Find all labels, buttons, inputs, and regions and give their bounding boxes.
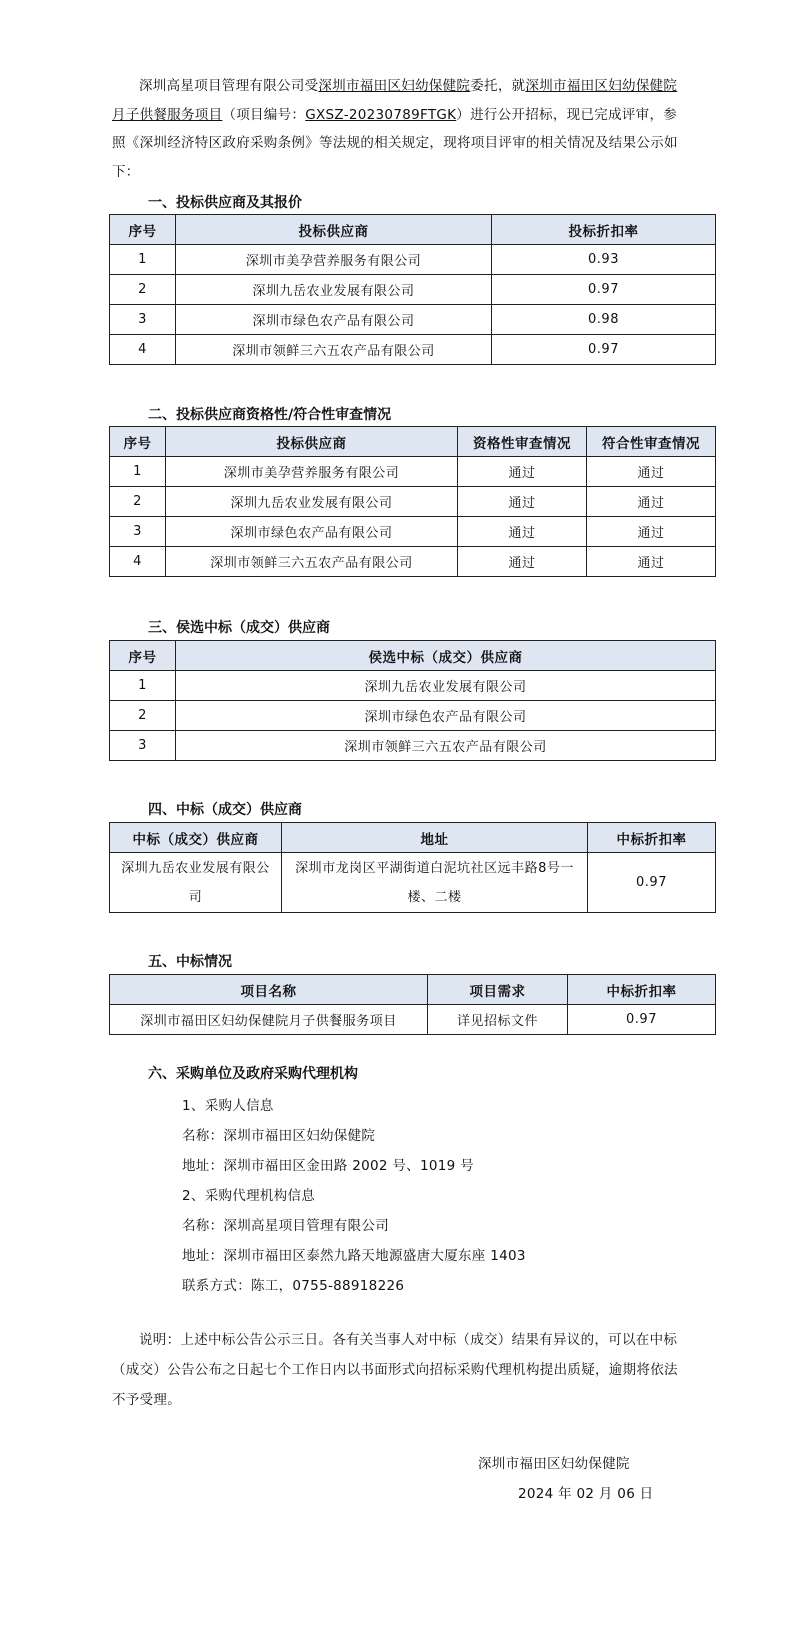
purchaser-name: 名称：深圳市福田区妇幼保健院 <box>182 1128 376 1144</box>
table-row: 2 深圳九岳农业发展有限公司 通过 通过 <box>110 487 716 517</box>
header-bidder: 投标供应商 <box>176 215 492 245</box>
header-discount: 投标折扣率 <box>492 215 716 245</box>
header-index: 序号 <box>110 427 166 457</box>
winner-table-header <box>110 823 716 853</box>
section-3-title: 三、侯选中标（成交）供应商 <box>148 620 330 636</box>
header-index: 序号 <box>110 215 176 245</box>
header-winner: 中标（成交）供应商 <box>110 823 282 853</box>
header-discount: 中标折扣率 <box>568 975 716 1005</box>
intro-text-1: 深圳高星项目管理有限公司受 <box>139 78 319 94</box>
signature-date: 2024 年 02 月 06 日 <box>518 1486 654 1502</box>
header-compliance: 符合性审查情况 <box>587 427 716 457</box>
header-address: 地址 <box>282 823 588 853</box>
agency-name: 名称：深圳高星项目管理有限公司 <box>182 1218 389 1234</box>
header-project-name: 项目名称 <box>110 975 428 1005</box>
candidates-table <box>109 640 716 761</box>
header-discount: 中标折扣率 <box>588 823 716 853</box>
agency-info-heading: 2、采购代理机构信息 <box>182 1188 316 1204</box>
header-requirement: 项目需求 <box>428 975 568 1005</box>
section-1-title: 一、投标供应商及其报价 <box>148 195 302 211</box>
candidates-table-header <box>110 641 716 671</box>
table-row: 4 深圳市领鲜三六五农产品有限公司 0.97 <box>110 335 716 365</box>
winner-table <box>109 822 716 913</box>
intro-paragraph <box>112 72 680 186</box>
table-row: 3 深圳市绿色农产品有限公司 通过 通过 <box>110 517 716 547</box>
table-row <box>110 1005 716 1035</box>
result-table-header <box>110 975 716 1005</box>
intro-text-3: （项目编号： <box>222 106 306 123</box>
section-6-title: 六、采购单位及政府采购代理机构 <box>148 1066 358 1082</box>
header-index: 序号 <box>110 641 176 671</box>
intro-project-number: GXSZ-20230789FTGK <box>305 106 457 123</box>
winner-discount: 0.97 <box>588 853 716 913</box>
purchaser-info-heading: 1、采购人信息 <box>182 1098 274 1114</box>
result-project-name: 深圳市福田区妇幼保健院月子供餐服务项目 <box>110 1005 428 1035</box>
result-requirement: 详见招标文件 <box>428 1005 568 1035</box>
winner-name: 深圳九岳农业发展有限公司 <box>110 853 282 913</box>
section-2-title: 二、投标供应商资格性/符合性审查情况 <box>148 407 392 423</box>
intro-text-2: 委托，就 <box>470 78 526 94</box>
signature-org: 深圳市福田区妇幼保健院 <box>478 1456 630 1472</box>
header-qualification: 资格性审查情况 <box>458 427 587 457</box>
section-4-title: 四、中标（成交）供应商 <box>148 802 302 818</box>
agency-contact: 联系方式：陈工，0755-88918226 <box>182 1278 405 1294</box>
table-row: 2 深圳市绿色农产品有限公司 <box>110 701 716 731</box>
table-row: 1 深圳市美孕营养服务有限公司 0.93 <box>110 245 716 275</box>
review-table <box>109 426 716 577</box>
table-row: 2 深圳九岳农业发展有限公司 0.97 <box>110 275 716 305</box>
table-row: 4 深圳市领鲜三六五农产品有限公司 通过 通过 <box>110 547 716 577</box>
header-candidate: 侯选中标（成交）供应商 <box>176 641 716 671</box>
winner-address: 深圳市龙岗区平湖街道白泥坑社区远丰路8号一楼、二楼 <box>282 853 588 913</box>
section-5-title: 五、中标情况 <box>148 954 232 970</box>
table-row <box>110 853 716 913</box>
review-table-header <box>110 427 716 457</box>
intro-purchaser: 深圳市福田区妇幼保健院 <box>318 78 471 94</box>
bids-table <box>109 214 716 365</box>
agency-address: 地址：深圳市福田区泰然九路天地源盛唐大厦东座 1403 <box>182 1248 526 1264</box>
table-row: 3 深圳市绿色农产品有限公司 0.98 <box>110 305 716 335</box>
note-paragraph: 说明：上述中标公告公示三日。各有关当事人对中标（成交）结果有异议的，可以在中标（成交）公告公布之日起七个工作日内以书面形式向招标采购代理机构提出质疑，逾期将依法不予受理。 <box>112 1332 678 1408</box>
table-row: 3 深圳市领鲜三六五农产品有限公司 <box>110 731 716 761</box>
intro-text-4: ）进行公开招标，现已完成评审，参照《深圳经济特区政府采购条例》等法规的相关规定，现将项目评审的相关情况及结果公示如下： <box>112 106 678 180</box>
table-row: 1 深圳市美孕营养服务有限公司 通过 通过 <box>110 457 716 487</box>
purchaser-address: 地址：深圳市福田区金田路 2002 号、1019 号 <box>182 1158 474 1174</box>
table-row: 1 深圳九岳农业发展有限公司 <box>110 671 716 701</box>
header-bidder: 投标供应商 <box>166 427 458 457</box>
bids-table-header <box>110 215 716 245</box>
intro-project-name: 深圳市福田区妇幼保健院月子供餐服务项目 <box>112 78 678 123</box>
result-discount: 0.97 <box>568 1005 716 1035</box>
result-table <box>109 974 716 1035</box>
